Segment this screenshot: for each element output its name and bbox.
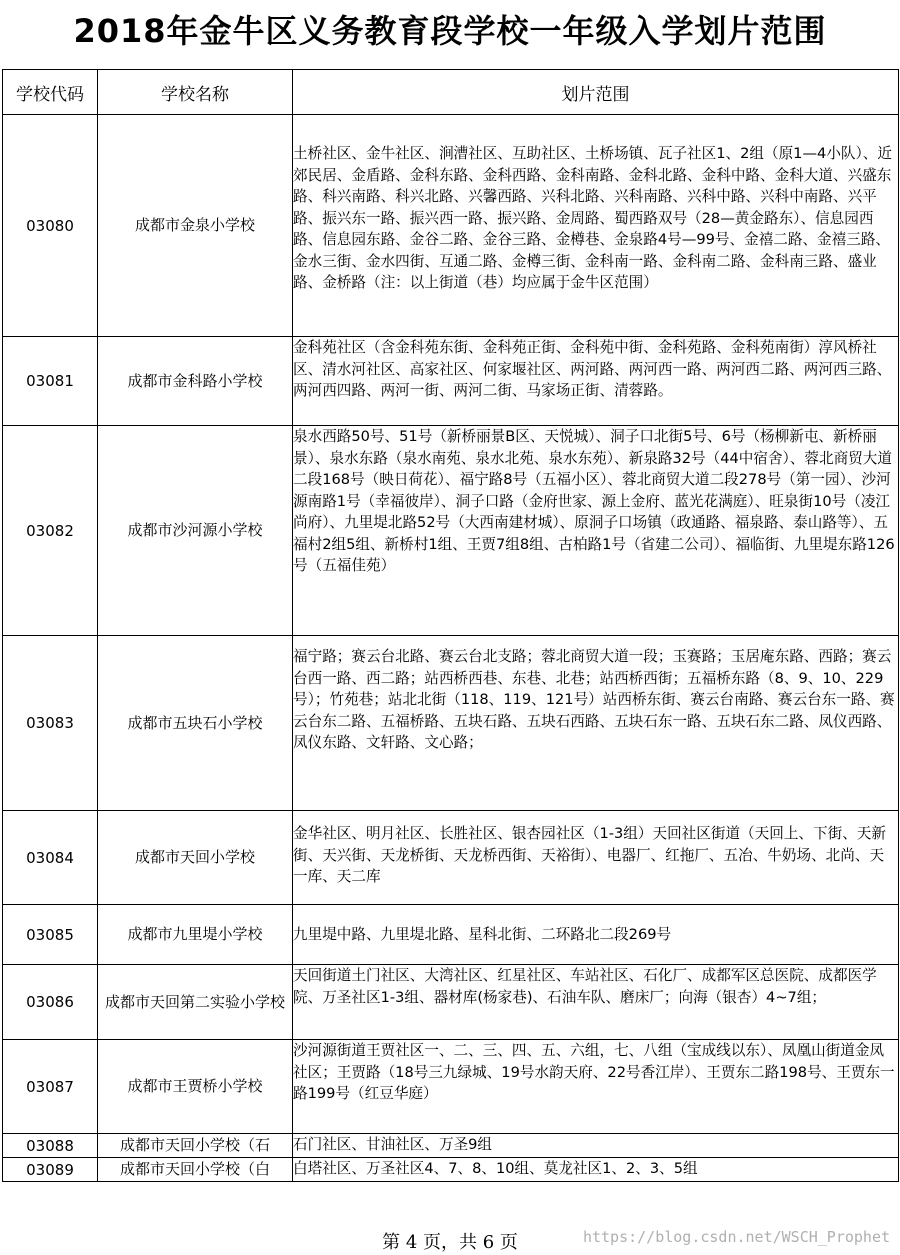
watermark: https://blog.csdn.net/WSCH_Prophet [582, 1228, 890, 1246]
zoning-range: 金科苑社区（含金科苑东街、金科苑正街、金科苑中街、金科苑路、金科苑南街）淳风桥社区、清水河社区、高家社区、何家堰社区、两河路、两河西一路、两河西二路、两河西三路、两河西四路、两河一街、两河二街、马家场正街、清蓉路。 [293, 337, 899, 426]
school-name: 成都市五块石小学校 [98, 636, 293, 811]
table-row [3, 1158, 899, 1182]
school-code: 03082 [3, 426, 98, 636]
school-name: 成都市金泉小学校 [98, 115, 293, 337]
table-header-row [3, 70, 899, 115]
table-row [3, 115, 899, 337]
school-name-text: 成都市天回小学校（石 [119, 1136, 270, 1154]
table-row [3, 337, 899, 426]
school-name: 成都市天回第二实验小学校 [98, 965, 293, 1040]
table-row [3, 636, 899, 811]
zoning-range: 石门社区、甘油社区、万圣9组 [293, 1134, 899, 1158]
school-name: 成都市天回小学校 [98, 811, 293, 905]
zoning-range: 金华社区、明月社区、长胜社区、银杏园社区（1-3组）天回社区街道（天回上、下街、天新街、天兴街、天龙桥街、天龙桥西街、天裕街）、电器厂、红拖厂、五冶、牛奶场、北尚、天一库、天二库 [293, 811, 899, 905]
zoning-range: 天回街道土门社区、大湾社区、红星社区、车站社区、石化厂、成都军区总医院、成都医学院、万圣社区1-3组、器材库(杨家巷)、石油车队、磨床厂；向海（银杏）4~7组； [293, 965, 899, 1040]
zoning-range: 泉水西路50号、51号（新桥丽景B区、天悦城）、洞子口北街5号、6号（杨柳新屯、新桥丽景）、泉水东路（泉水南苑、泉水北苑、泉水东苑）、新泉路32号（44中宿舍）、蓉北商贸大道二段168号（映日荷花）、福宁路8号（五福小区）、蓉北商贸大道二段278号（第一园）、沙河源南路1号（幸福彼岸）、洞子口路（金府世家、源上金府、蓝光花满庭）、旺泉街10号（凌江尚府）、九里堤北路52号（大西南建材城）、原洞子口场镇（政通路、福泉路、泰山路等）、五福村2组5组、新桥村1组、王贾7组8组、古柏路1号（省建二公司）、福临街、九里堤东路126号（五福佳苑） [293, 426, 899, 636]
school-name: 成都市王贾桥小学校 [98, 1040, 293, 1134]
school-code: 03089 [3, 1158, 98, 1182]
page-title: 2018年金牛区义务教育段学校一年级入学划片范围 [73, 12, 827, 50]
zoning-range: 白塔社区、万圣社区4、7、8、10组、莫龙社区1、2、3、5组 [293, 1158, 899, 1182]
school-name: 成都市九里堤小学校 [98, 905, 293, 965]
school-name [98, 1134, 293, 1158]
zoning-range: 土桥社区、金牛社区、涧漕社区、互助社区、土桥场镇、瓦子社区1、2组（原1—4小队）、近郊民居、金盾路、金科东路、金科西路、金科南路、金科北路、金科中路、金科大道、兴盛东路、科兴南路、科兴北路、兴馨西路、兴科北路、兴科南路、兴科中路、兴科中南路、兴平路、振兴东一路、振兴西一路、振兴路、金周路、蜀西路双号（28—黄金路东）、信息园西路、信息园东路、金谷二路、金谷三路、金樽巷、金泉路4号—99号、金禧二路、金禧三路、金水三街、金水四街、互通二路、金樽三街、金科南一路、金科南二路、金科南三路、盛业路、金桥路（注：以上街道（巷）均应属于金牛区范围） [293, 115, 899, 337]
table-row [3, 811, 899, 905]
header-zoning-range: 划片范围 [293, 70, 899, 115]
school-code: 03086 [3, 965, 98, 1040]
school-code: 03085 [3, 905, 98, 965]
zoning-table [2, 69, 899, 1182]
page-number-footer: 第 4 页，共 6 页 [382, 1232, 518, 1253]
table-row [3, 905, 899, 965]
school-code: 03088 [3, 1134, 98, 1158]
school-code: 03087 [3, 1040, 98, 1134]
table-row [3, 1040, 899, 1134]
school-code: 03084 [3, 811, 98, 905]
table-row [3, 426, 899, 636]
zoning-range: 福宁路；赛云台北路、赛云台北支路；蓉北商贸大道一段；玉赛路；玉居庵东路、西路；赛云台西一路、西二路；站西桥西巷、东巷、北巷；站西桥西街；五福桥东路（8、9、10、229号）；竹苑巷；站北北街（118、119、121号）站西桥东街、赛云台南路、赛云台东一路、赛云台东二路、五福桥路、五块石路、五块石西路、五块石东一路、五块石东二路、凤仪西路、凤仪东路、文轩路、文心路； [293, 636, 899, 811]
school-code: 03080 [3, 115, 98, 337]
header-school-name: 学校名称 [98, 70, 293, 115]
school-name: 成都市沙河源小学校 [98, 426, 293, 636]
school-name: 成都市金科路小学校 [98, 337, 293, 426]
table-row [3, 965, 899, 1040]
school-name-text: 成都市天回小学校（白 [119, 1160, 270, 1178]
school-code: 03083 [3, 636, 98, 811]
table-row [3, 1134, 899, 1158]
zoning-range: 沙河源街道王贾社区一、二、三、四、五、六组，七、八组（宝成线以东）、凤凰山街道金凤社区；王贾路（18号三九绿城、19号水韵天府、22号香江岸）、王贾东二路198号、王贾东一路199号（红豆华庭） [293, 1040, 899, 1134]
header-school-code: 学校代码 [3, 70, 98, 115]
school-code: 03081 [3, 337, 98, 426]
school-name [98, 1158, 293, 1182]
zoning-range: 九里堤中路、九里堤北路、星科北街、二环路北二段269号 [293, 905, 899, 965]
